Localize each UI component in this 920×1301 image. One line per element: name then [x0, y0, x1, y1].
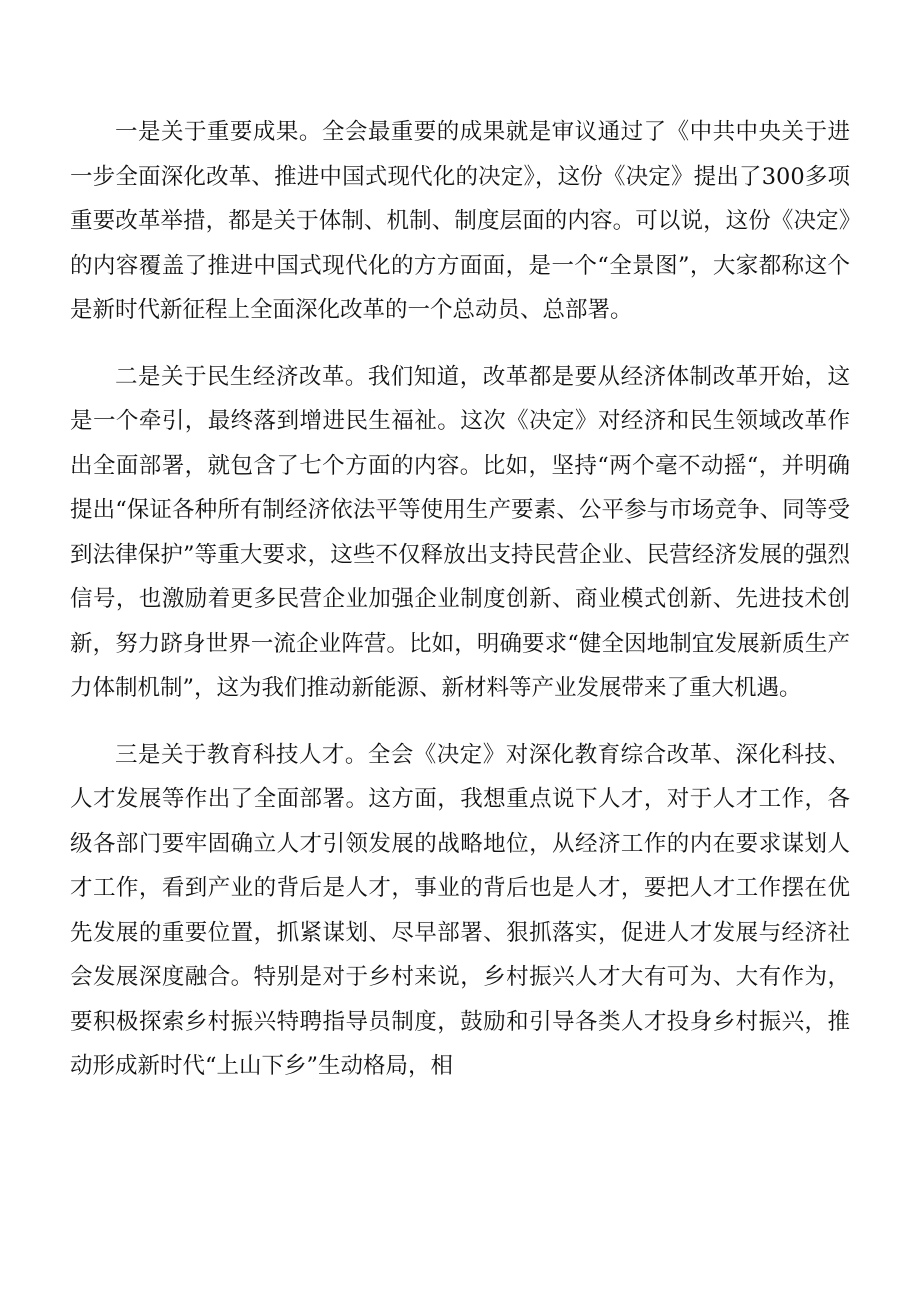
paragraph-education-tech-talent: 三是关于教育科技人才。全会《决定》对深化教育综合改革、深化科技、人才发展等作出了全面部署。这方面，我想重点说下人才，对于人才工作，各级各部门要牢固确立人才引领发展的战略地位，从经济工作的内在要求谋划人才工作，看到产业的背后是人才，事业的背后也是人才，要把人才工作摆在优先发展的重要位置，抓紧谋划、尽早部署、狠抓落实，促进人才发展与经济社会发展深度融合。特别是对于乡村来说，乡村振兴人才大有可为、大有作为，要积极探索乡村振兴特聘指导员制度，鼓励和引导各类人才投身乡村振兴，推动形成新时代“上山下乡”生动格局，相 — [70, 741, 850, 1079]
paragraph-key-achievements: 一是关于重要成果。全会最重要的成果就是审议通过了《中共中央关于进一步全面深化改革、推进中国式现代化的决定》，这份《决定》提出了300多项重要改革举措，都是关于体制、机制、制度层面的内容。可以说，这份《决定》的内容覆盖了推进中国式现代化的方方面面，是一个“全景图”，大家都称这个是新时代新征程上全面深化改革的一个总动员、总部署。 — [70, 119, 850, 323]
paragraph-livelihood-economy: 二是关于民生经济改革。我们知道，改革都是要从经济体制改革开始，这是一个牵引，最终落到增进民生福祉。这次《决定》对经济和民生领域改革作出全面部署，就包含了七个方面的内容。比如，坚持“两个毫不动摇“，并明确提出“保证各种所有制经济依法平等使用生产要素、公平参与市场竞争、同等受到法律保护”等重大要求，这些不仅释放出支持民营企业、民营经济发展的强烈信号，也激励着更多民营企业加强企业制度创新、商业模式创新、先进技术创新，努力跻身世界一流企业阵营。比如，明确要求“健全因地制宜发展新质生产力体制机制”，这为我们推动新能源、新材料等产业发展带来了重大机遇。 — [70, 363, 850, 701]
